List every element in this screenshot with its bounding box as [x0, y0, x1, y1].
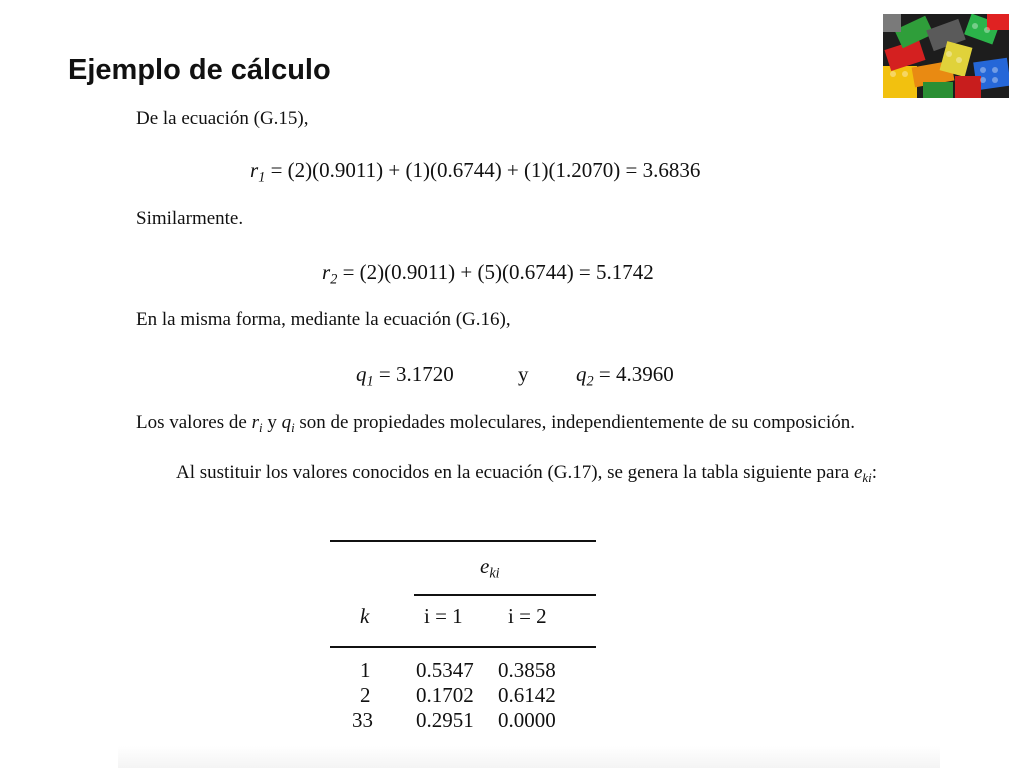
q1-variable: $q_1$ [356, 362, 374, 390]
column-header-k: k [360, 604, 370, 628]
slide-title: Ejemplo de cálculo [68, 54, 331, 86]
r1-expression: = (2)(0.9011) + (1)(0.6744) + (1)(1.2070) = 3.6836 [270, 158, 701, 182]
table-cell-i2: 0.0000 [498, 708, 556, 732]
table-group-rule [414, 594, 596, 596]
intro-line: De la ecuación (G.15), [136, 108, 309, 129]
q2-value: = 4.3960 [598, 362, 674, 386]
equation-q1 [356, 362, 454, 390]
paragraph-substitution: Al sustituir los valores conocidos en la ecuación (G.17), se genera la tabla siguiente para $e_{ki}$: [176, 462, 878, 485]
table-cell-i2: 0.3858 [498, 658, 556, 682]
table-cell-i1: 0.2951 [416, 708, 474, 732]
column-header-i2: i = 2 [508, 604, 547, 628]
q1-value: = 3.1720 [378, 362, 454, 386]
table-cell-i2: 0.6142 [498, 683, 556, 707]
r1-variable: $r_1$ [250, 158, 266, 186]
table-cell-k: 33 [352, 708, 373, 732]
equation-r2 [322, 260, 654, 288]
scan-shadow [118, 746, 940, 768]
document-scan [118, 100, 940, 768]
table-cell-k: 1 [360, 658, 371, 682]
table-cell-i1: 0.5347 [416, 658, 474, 682]
table-cell-k: 2 [360, 683, 371, 707]
equation-q2 [576, 362, 674, 390]
same-form-line: En la misma forma, mediante la ecuación (G.16), [136, 309, 511, 330]
table-header-rule [330, 646, 596, 648]
column-header-i1: i = 1 [424, 604, 463, 628]
similarly-line: Similarmente. [136, 208, 244, 229]
q2-variable: $q_2$ [576, 362, 594, 390]
r2-variable: $r_2$ [322, 260, 338, 288]
r2-expression: = (2)(0.9011) + (5)(0.6744) = 5.1742 [342, 260, 654, 284]
table-group-header: $e_{ki}$ [480, 554, 500, 582]
equation-r1 [250, 158, 700, 186]
lego-bricks-image [883, 14, 1009, 98]
table-cell-i1: 0.1702 [416, 683, 474, 707]
conjunction-y: y [518, 362, 529, 386]
table-top-rule [330, 540, 596, 542]
lego-bricks-picture [883, 14, 1009, 98]
paragraph-properties: Los valores de $r_i$ y $q_i$ son de propiedades moleculares, independientemente de su composición. [136, 412, 855, 435]
